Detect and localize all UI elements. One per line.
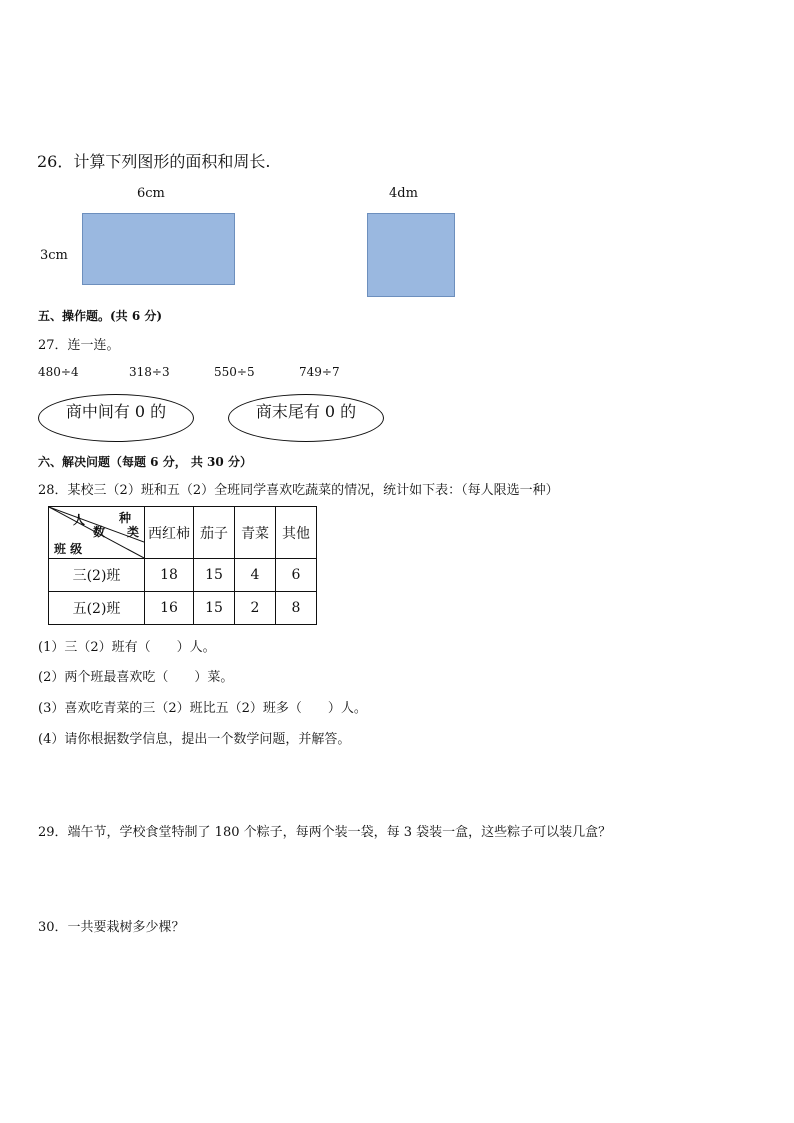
corner-class-label: 班 级 [54,542,83,556]
q28-sub4: (4）请你根据数学信息，提出一个数学问题，并解答。 [38,732,351,747]
expression-4: 749÷7 [299,365,340,379]
q28-sub2: (2）两个班最喜欢吃（ ）菜。 [38,670,234,685]
table-header-row [49,507,317,559]
q28-sub3: (3）喜欢吃青菜的三（2）班比五（2）班多（ ）人。 [38,701,367,716]
table-cell: 15 [194,559,235,592]
q28-title: 28．某校三（2）班和五（2）全班同学喜欢吃蔬菜的情况，统计如下表：（每人限选一种） [38,483,559,498]
q29-text: 29．端午节，学校食堂特制了 180 个粽子，每两个装一袋，每 3 袋装一盒，这些粽子可以装几盒？ [38,825,612,840]
rect-width-label: 6cm [137,186,165,201]
corner-kind-label: 种 [119,511,132,525]
q28-sub1: (1）三（2）班有（ ）人。 [38,640,216,655]
oval-end-zero [228,394,384,442]
table-cell: 8 [276,592,317,625]
table-cell: 4 [235,559,276,592]
table-cell: 6 [276,559,317,592]
rect-height-label: 3cm [40,248,68,263]
q27-title: 27．连一连。 [38,338,120,353]
oval-middle-zero-label: 商中间有 0 的 [65,402,167,421]
q30-text: 30．一共要栽树多少棵？ [38,920,185,935]
table-row [49,559,317,592]
table-row [49,592,317,625]
expression-3: 550÷5 [214,365,255,379]
corner-kind2-label: 类 [127,525,140,539]
expression-1: 480÷4 [38,365,79,379]
section5-heading: 五、操作题。(共 6 分) [38,309,163,323]
square-shape [367,213,455,297]
table-cell: 2 [235,592,276,625]
table-cell: 15 [194,592,235,625]
header-other: 其他 [276,507,317,559]
square-side-label: 4dm [389,186,418,201]
table-cell: 18 [145,559,194,592]
header-greens: 青菜 [235,507,276,559]
corner-people-label: 人 [73,513,86,527]
oval-end-zero-label: 商末尾有 0 的 [255,402,357,421]
oval-middle-zero [38,394,194,442]
rectangle-shape [82,213,235,285]
header-eggplant: 茄子 [194,507,235,559]
section6-heading: 六、解决问题（每题 6 分， 共 30 分） [38,455,252,469]
vegetable-survey-table [48,506,317,625]
row-label: 五(2)班 [49,592,145,625]
q26-title: 26．计算下列图形的面积和周长. [37,152,271,171]
header-tomato: 西红柿 [145,507,194,559]
corner-people2-label: 数 [93,525,106,539]
row-label: 三(2)班 [49,559,145,592]
expression-2: 318÷3 [129,365,170,379]
table-corner-cell [49,507,145,559]
table-cell: 16 [145,592,194,625]
